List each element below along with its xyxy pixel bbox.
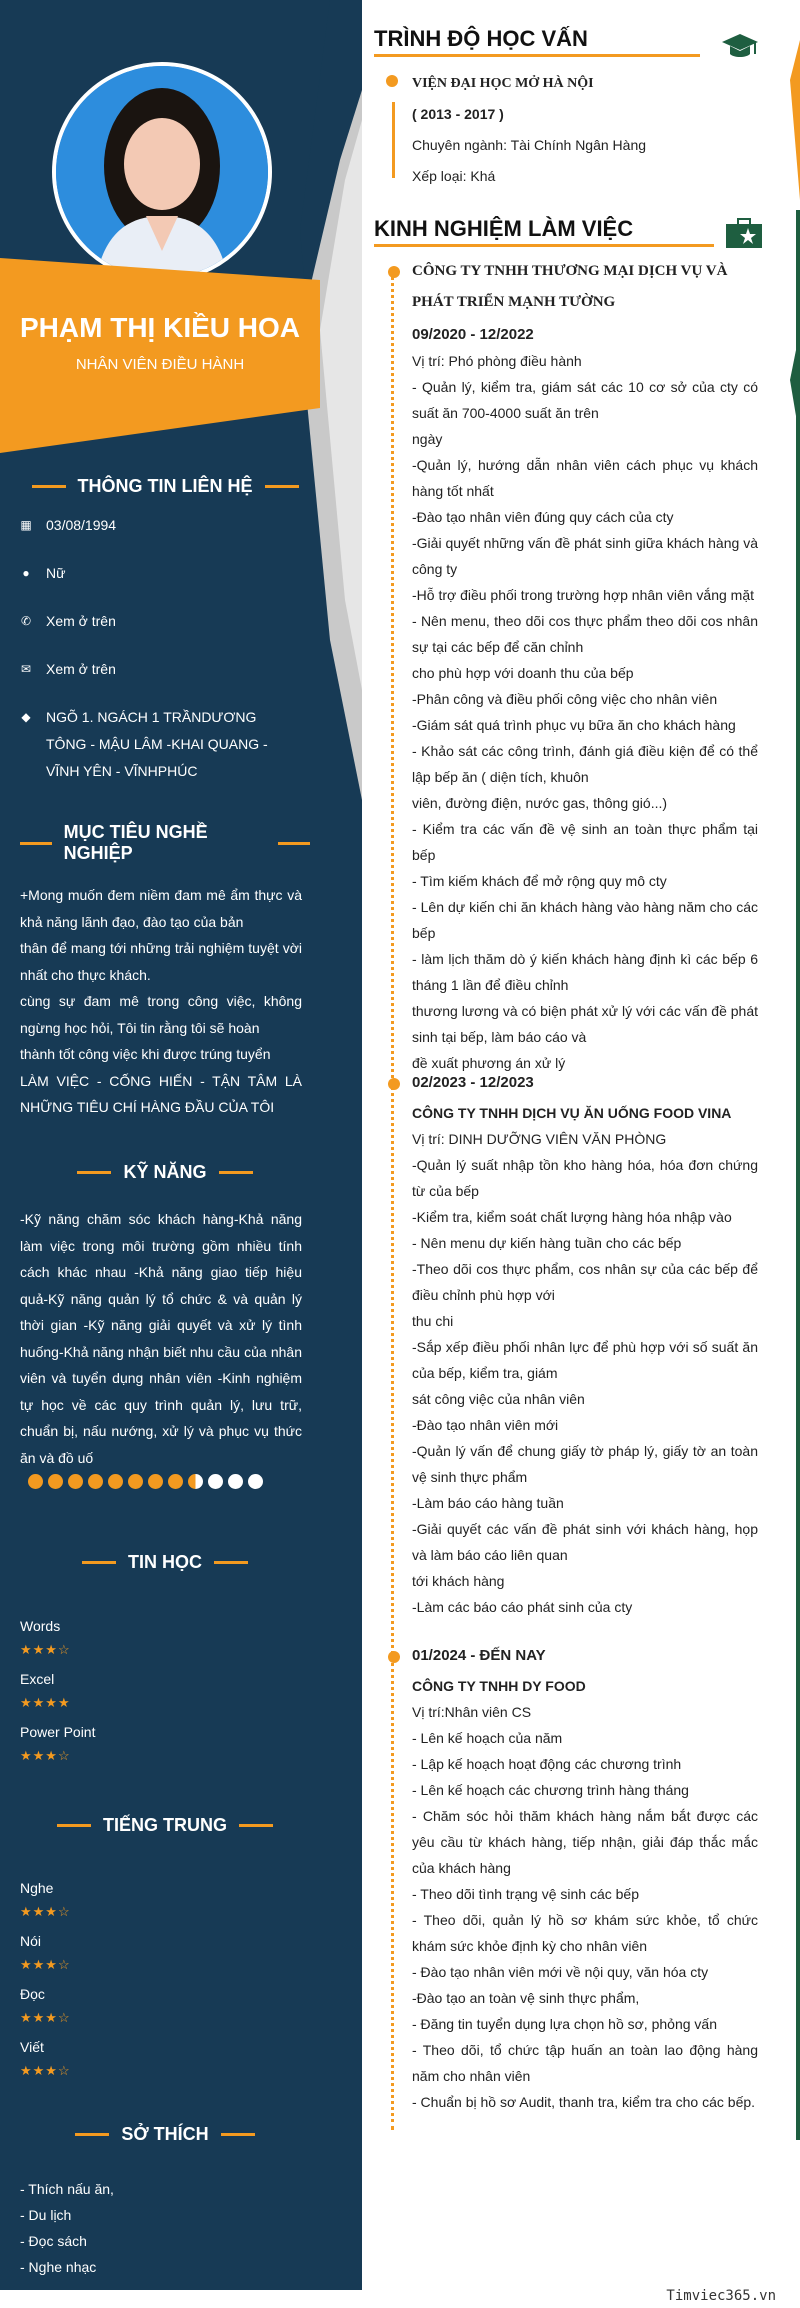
right-edge-decoration bbox=[790, 0, 800, 2308]
job-position: Vị trí: DINH DƯỠNG VIÊN VĂN PHÒNG bbox=[412, 1131, 667, 1147]
chinese-speaking: Nói ★★★☆ bbox=[20, 1933, 71, 1972]
job-bullet bbox=[388, 266, 400, 278]
mail-icon: ✉ bbox=[20, 662, 32, 676]
rating-stars: ★★★★ bbox=[20, 1695, 71, 1710]
job-bullet bbox=[388, 1078, 400, 1090]
education-entry bbox=[412, 68, 752, 192]
education-grade: Xếp loại: Khá bbox=[412, 168, 496, 184]
education-bullet bbox=[386, 75, 398, 87]
hobbies-list bbox=[20, 2176, 114, 2280]
contact-gender: ● Nữ bbox=[20, 560, 300, 587]
job-entry-3 bbox=[412, 1643, 758, 2115]
job-period: 02/2023 - 12/2023 bbox=[412, 1074, 534, 1091]
skill-level-dot bbox=[108, 1474, 123, 1489]
chinese-listening: Nghe ★★★☆ bbox=[20, 1880, 71, 1919]
job-period: 09/2020 - 12/2022 bbox=[412, 326, 534, 343]
hobby-item: - Đọc sách bbox=[20, 2233, 87, 2249]
rating-stars: ★★★☆ bbox=[20, 2063, 71, 2078]
job-entry-2 bbox=[412, 1070, 758, 1620]
skill-level-dot bbox=[148, 1474, 163, 1489]
phone-icon: ✆ bbox=[20, 614, 32, 628]
calendar-icon: ▦ bbox=[20, 518, 32, 532]
job-entry-1 bbox=[412, 256, 758, 1076]
school-name: VIỆN ĐẠI HỌC MỞ HÀ NỘI bbox=[412, 76, 594, 91]
contact-birthday: ▦ 03/08/1994 bbox=[20, 512, 300, 539]
watermark: Timviec365.vn bbox=[666, 2288, 776, 2304]
skill-level-dot bbox=[88, 1474, 103, 1489]
education-bar bbox=[392, 102, 395, 178]
contact-address: ◆ NGÕ 1. NGÁCH 1 TRẦNDƯƠNG TÔNG - MẬU LÂM -KHAI QUANG - VĨNH YÊN - VĨNHPHÚC bbox=[20, 704, 300, 785]
skill-level-dot bbox=[168, 1474, 183, 1489]
contact-phone: ✆ Xem ở trên bbox=[20, 608, 300, 635]
skill-level-dot bbox=[228, 1474, 243, 1489]
contact-section-title: THÔNG TIN LIÊN HỆ bbox=[20, 476, 310, 497]
education-years: ( 2013 - 2017 ) bbox=[412, 106, 504, 122]
job-duties: - Lên kế hoạch của năm - Lập kế hoạch hoạt động các chương trình - Lên kế hoạch các chương trình hàng tháng - Chăm sóc hỏi thăm khách hàng nắm bắt được các yêu cầu từ khách hàng, tiếp nhận, giải đáp thắc mắc của khách hàng - Theo dõi tình trạng vệ sinh các bếp - Theo dõi, quản lý hồ sơ khám sức khỏe, tổ chức khám sức khỏe định kỳ cho nhân viên - Đào tạo nhân viên mới về nội quy, văn hóa cty -Đào tạo an toàn vệ sinh thực phẩm, - Đăng tin tuyển dụng lựa chọn hồ sơ, phỏng vấn - Theo dõi, tổ chức tập huấn an toàn lao động hàng năm cho nhân viên - Chuẩn bị hồ sơ Audit, thanh tra, kiểm tra cho các bếp. bbox=[412, 1730, 758, 2110]
job-position: Vị trí:Nhân viên CS bbox=[412, 1704, 532, 1720]
job-duties: -Quản lý suất nhập tồn kho hàng hóa, hóa đơn chứng từ của bếp -Kiểm tra, kiểm soát chất lượng hàng hóa nhập vào - Nên menu dự kiến hàng tuần cho các bếp -Theo dõi cos thực phẩm, cos nhân sự của các bếp để điều chỉnh phù hợp với thu chi -Sắp xếp điều phối nhân lực để phù hợp với số suất ăn của bếp, kiểm tra, giám sát công việc của nhân viên -Đào tạo nhân viên mới -Quản lý vấn để chung giấy tờ pháp lý, giấy tờ an toàn vệ sinh thực phẩm -Làm báo cáo hàng tuần -Giải quyết các vấn đề phát sinh với khách hàng, họp và làm báo cáo liên quan tới khách hàng -Làm các báo cáo phát sinh của cty bbox=[412, 1157, 758, 1615]
briefcase-star-icon bbox=[726, 218, 762, 248]
chinese-section-title: TIẾNG TRUNG bbox=[20, 1815, 310, 1836]
chinese-reading: Đọc ★★★☆ bbox=[20, 1986, 71, 2025]
skills-section-title: KỸ NĂNG bbox=[20, 1162, 310, 1183]
job-duties: - Quản lý, kiểm tra, giám sát các 10 cơ sở của cty có suất ăn 700-4000 suất ăn trên ngày -Quản lý, hướng dẫn nhân viên cách phục vụ khách hàng tốt nhất -Đào tạo nhân viên đúng quy cách của cty -Giải quyết những vấn đề phát sinh giữa khách hàng và công ty -Hỗ trợ điều phối trong trường hợp nhân viên vắng mặt - Nên menu, theo dõi cos thực phẩm theo dõi cos nhân sự tại các bếp để căn chỉnh cho phù hợp với doanh thu của bếp -Phân công và điều phối công việc cho nhân viên -Giám sát quá trình phục vụ bữa ăn cho khách hàng - Khảo sát các công trình, đánh giá điều kiện để có thể lập bếp ăn ( diện tích, khuôn viên, đường điện, nước gas, thông gió...) - Kiểm tra các vấn đề vệ sinh an toàn thực phẩm tại bếp - Tìm kiếm khách để mở rộng quy mô cty - Lên dự kiến chi ăn khách hàng vào hàng năm cho các bếp - làm lịch thăm dò ý kiến khách hàng định kì các bếp 6 tháng 1 lần để điều chỉnh thương lương và có biện phát xử lý với các vấn đề phát sinh tại bếp, làm báo cáo và đề xuất phương án xử lý bbox=[412, 379, 758, 1071]
job-company: CÔNG TY TNHH DY FOOD bbox=[412, 1678, 586, 1694]
it-skill-powerpoint: Power Point ★★★☆ bbox=[20, 1724, 96, 1763]
hobby-item: - Thích nấu ăn, bbox=[20, 2181, 114, 2197]
job-company: CÔNG TY TNHH THƯƠNG MẠI DỊCH VỤ VÀ PHÁT TRIỂN MẠNH TƯỜNG bbox=[412, 263, 728, 310]
job-company: CÔNG TY TNHH DỊCH VỤ ĂN UỐNG FOOD VINA bbox=[412, 1105, 732, 1121]
skill-level-dot bbox=[248, 1474, 263, 1489]
contact-email: ✉ Xem ở trên bbox=[20, 656, 300, 683]
skill-level-meter bbox=[28, 1474, 263, 1489]
education-major: Chuyên ngành: Tài Chính Ngân Hàng bbox=[412, 137, 647, 153]
education-section-title: TRÌNH ĐỘ HỌC VẤN bbox=[374, 26, 588, 51]
skill-level-dot bbox=[28, 1474, 43, 1489]
skill-level-dot bbox=[128, 1474, 143, 1489]
experience-section-title: KINH NGHIỆM LÀM VIỆC bbox=[374, 216, 634, 241]
it-section-title: TIN HỌC bbox=[20, 1552, 310, 1573]
skill-level-dot bbox=[68, 1474, 83, 1489]
rating-stars: ★★★☆ bbox=[20, 2010, 71, 2025]
job-bullet bbox=[388, 1651, 400, 1663]
person-icon: ● bbox=[22, 566, 30, 580]
job-position: Vị trí: Phó phòng điều hành bbox=[412, 353, 582, 369]
candidate-name: PHẠM THỊ KIỀU HOA bbox=[20, 312, 300, 343]
location-icon: ◆ bbox=[21, 710, 31, 724]
skill-level-dot bbox=[48, 1474, 63, 1489]
graduation-cap-icon bbox=[722, 32, 758, 62]
hobby-item: - Du lịch bbox=[20, 2207, 72, 2223]
hobby-item: - Nghe nhạc bbox=[20, 2259, 97, 2275]
skill-level-dot bbox=[188, 1474, 203, 1489]
it-skill-excel: Excel ★★★★ bbox=[20, 1671, 71, 1710]
profile-photo bbox=[52, 62, 272, 282]
skills-text: -Kỹ năng chăm sóc khách hàng-Khả năng làm việc trong môi trường gồm nhiều tính cách khác nhau -Khả năng giao tiếp hiệu quả-Kỹ năng quản lý tổ chức & và quản lý thời gian -Kỹ năng giải quyết và xử lý tình huống-Khả năng nhận biết nhu cầu của nhân viên và tuyển dụng nhân viên -Kinh nghiệm tự học về các quy trình quản lý, lưu trữ, chuẩn bị, nấu nướng, xử lý và phục vụ thức ăn và đồ uố bbox=[20, 1211, 302, 1466]
skill-level-dot bbox=[208, 1474, 223, 1489]
objective-section-title: MỤC TIÊU NGHỀ NGHIỆP bbox=[20, 822, 310, 864]
rating-stars: ★★★☆ bbox=[20, 1748, 71, 1763]
education-title-underline bbox=[374, 54, 700, 57]
rating-stars: ★★★☆ bbox=[20, 1642, 71, 1657]
candidate-role: NHÂN VIÊN ĐIỀU HÀNH bbox=[75, 356, 245, 373]
experience-timeline bbox=[391, 270, 398, 2130]
job-period: 01/2024 - ĐẾN NAY bbox=[412, 1647, 546, 1664]
it-skill-words: Words ★★★☆ bbox=[20, 1618, 71, 1657]
objective-text: +Mong muốn đem niềm đam mê ẩm thực và khả năng lãnh đạo, đào tạo của bản thân để mang tới những trải nghiệm tuyệt vời nhất cho thực khách. cùng sự đam mê trong công việc, không ngừng học hỏi, Tôi tin rằng tôi sẽ hoàn thành tốt công việc khi được trúng tuyển LÀM VIỆC - CỐNG HIẾN - TẬN TÂM LÀ NHỮNG TIÊU CHÍ HÀNG ĐẦU CỦA TÔI bbox=[20, 887, 302, 1115]
experience-title-underline bbox=[374, 244, 714, 247]
chinese-writing: Viết ★★★☆ bbox=[20, 2039, 71, 2078]
rating-stars: ★★★☆ bbox=[20, 1957, 71, 1972]
hobbies-section-title: SỞ THÍCH bbox=[20, 2124, 310, 2145]
rating-stars: ★★★☆ bbox=[20, 1904, 71, 1919]
